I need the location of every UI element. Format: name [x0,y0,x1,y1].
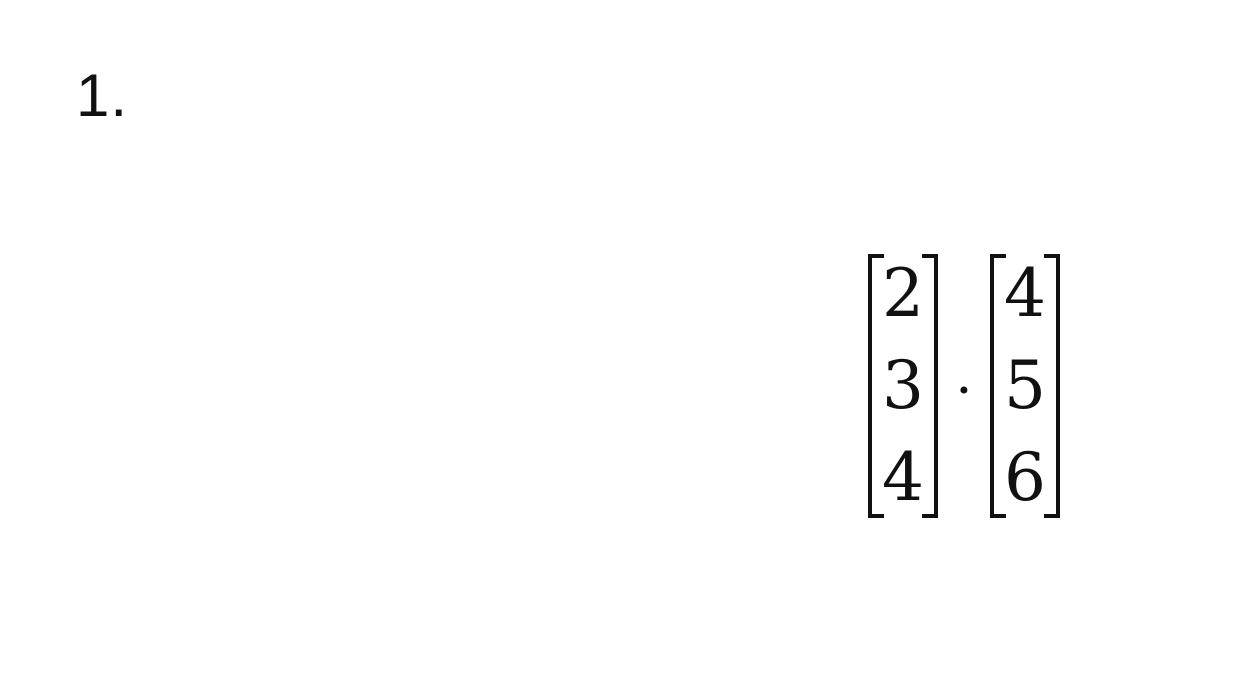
right-vector-entry: 4 [1004,255,1046,332]
right-column-vector [988,250,1062,522]
dot-product-operator: · [955,359,973,422]
left-vector-entry: 4 [882,439,924,516]
vector-dot-product-equation [866,250,1062,522]
problem-number: 1. [76,62,129,129]
left-vector-entry: 2 [882,255,924,332]
right-vector-entry: 5 [1004,347,1046,424]
left-column-vector [866,250,940,522]
right-vector-entry: 6 [1004,439,1046,516]
left-vector-entry: 3 [882,347,924,424]
